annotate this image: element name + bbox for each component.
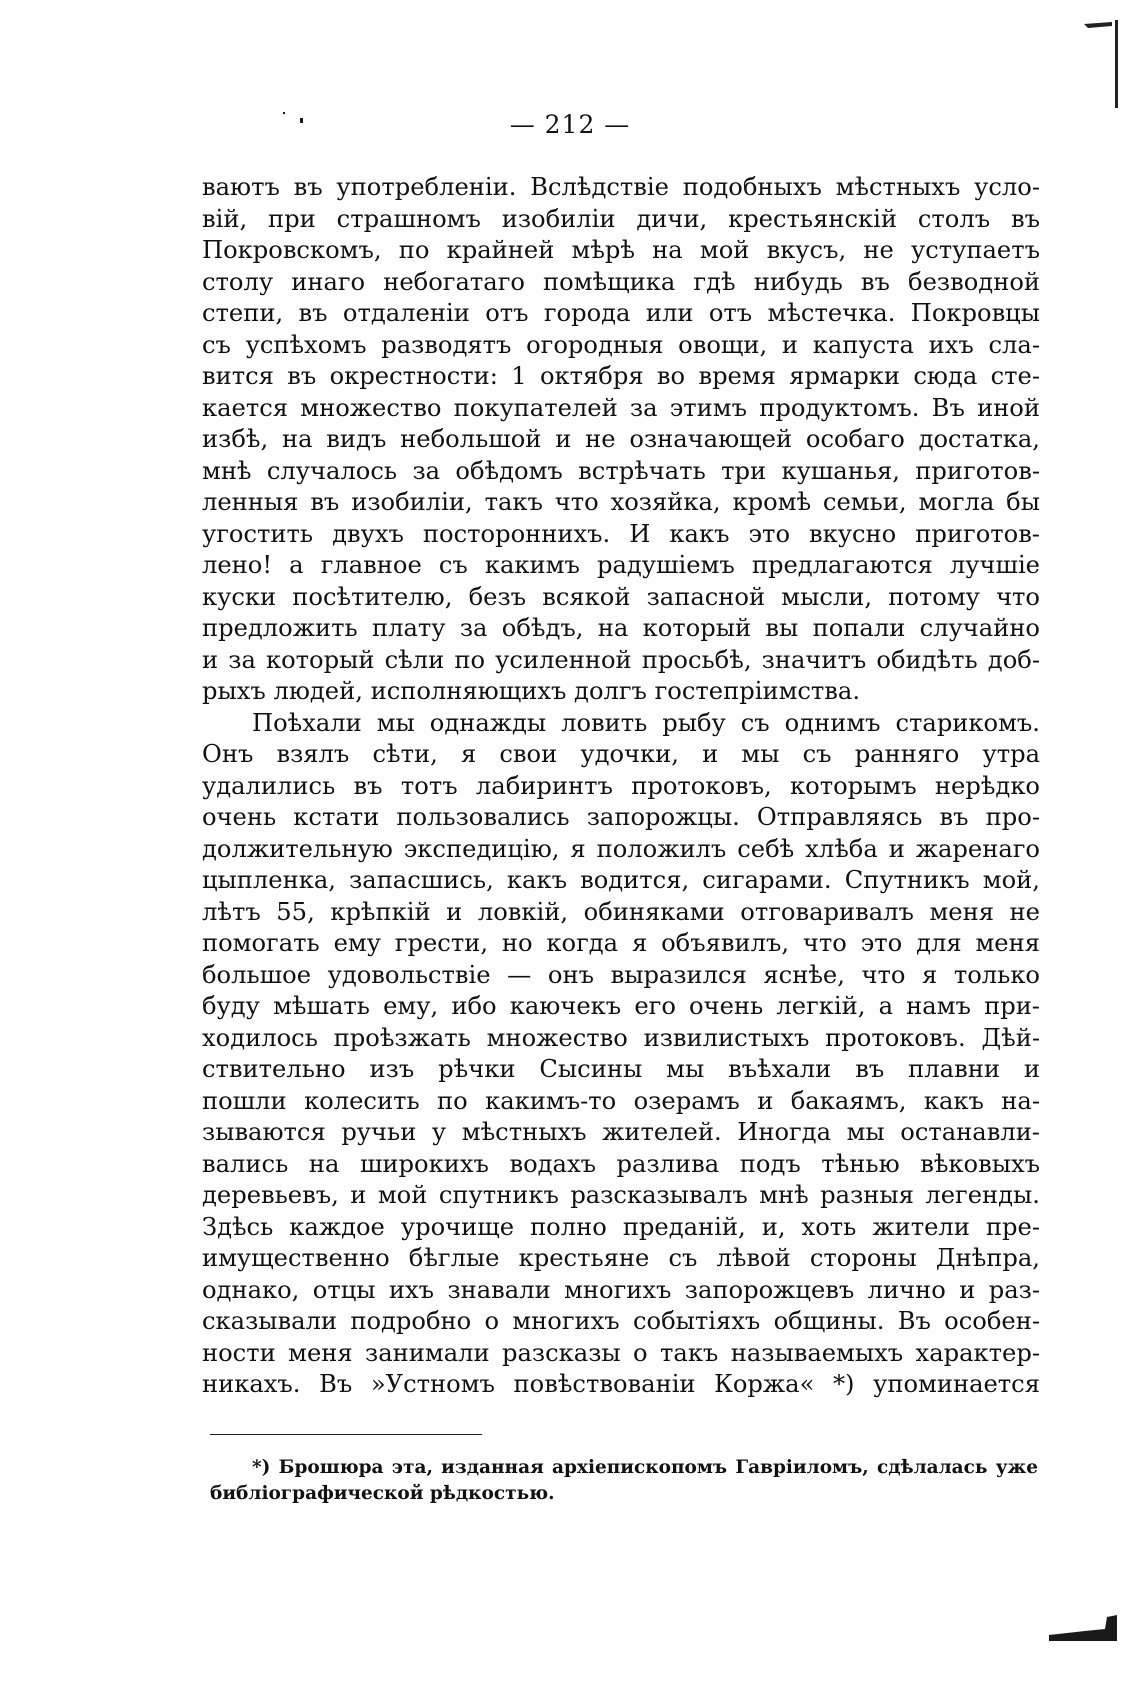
text-line: удалились въ тотъ лабиринтъ протоковъ, которымъ нерѣдко [202, 771, 1040, 800]
scan-speck [300, 118, 303, 123]
footnote [210, 1455, 1038, 1507]
text-line: мнѣ случалось за обѣдомъ встрѣчать три кушанья, приготов- [202, 456, 1040, 485]
scan-speck [283, 112, 285, 114]
text-line: угостить двухъ постороннихъ. И какъ это вкусно приготов- [202, 519, 1040, 548]
text-line: должительную экспедицію, я положилъ себѣ хлѣба и жаренаго [202, 834, 1040, 863]
text-line: куски посѣтителю, безъ всякой запасной мысли, потому что [202, 582, 1040, 611]
text-line: ствительно изъ рѣчки Сысины мы въѣхали въ плавни и [202, 1055, 1040, 1083]
text-line: вій, при страшномъ изобиліи дичи, крестьянскій столъ въ [202, 204, 1040, 233]
text-line: большое удовольствіе — онъ выразился яснѣе, что я только [202, 960, 1040, 989]
text-line: никахъ. Въ »Устномъ повѣствованіи Коржа« *) упоминается [202, 1370, 1040, 1398]
text-line: лѣтъ 55, крѣпкій и ловкій, обиняками отговаривалъ меня не [202, 897, 1040, 926]
text-line: однако, отцы ихъ знавали многихъ запорожцевъ лично и раз- [202, 1275, 1040, 1304]
text-line: предложить плату за обѣдъ, на который вы попали случайно [202, 614, 1040, 642]
text-line: буду мѣшать ему, ибо каючекъ его очень легкій, а намъ при- [202, 992, 1040, 1020]
text-line: деревьевъ, и мой спутникъ разсказывалъ мнѣ разныя легенды. [202, 1181, 1040, 1209]
text-line: вится въ окрестности: 1 октября во время ярмарки сюда сте- [202, 362, 1040, 390]
text-line: очень кстати пользовались запорожцы. Отправляясь въ про- [202, 803, 1040, 831]
page-number: — 212 — [509, 110, 631, 139]
footnote-line: *) Брошюра эта, изданная архіепископомъ Гавріиломъ, сдѣлалась уже [252, 1457, 1038, 1478]
text-line: ваютъ въ употребленіи. Вслѣдствіе подобныхъ мѣстныхъ усло- [202, 173, 1040, 201]
text-line: степи, въ отдаленіи отъ города или отъ мѣстечка. Покровцы [202, 299, 1040, 327]
text-line: столу инаго небогатаго помѣщика гдѣ нибудь въ безводной [202, 267, 1040, 296]
text-line: имущественно бѣглые крестьяне съ лѣвой стороны Днѣпра, [202, 1244, 1040, 1272]
footnote-line: библіографической рѣдкостью. [210, 1483, 555, 1504]
text-line: ходилось проѣзжать множество извилистыхъ протоковъ. Дѣй- [202, 1023, 1040, 1052]
text-line: ленныя въ изобиліи, такъ что хозяйка, кромѣ семьи, могла бы [202, 488, 1040, 516]
text-line: кается множество покупателей за этимъ продуктомъ. Въ иной [202, 393, 1040, 422]
scan-corner-mark [1045, 1605, 1125, 1645]
body-text [202, 172, 1040, 1401]
text-line: пошли колесить по какимъ-то озерамъ и бакаямъ, какъ на- [202, 1086, 1040, 1115]
text-line: съ успѣхомъ разводятъ огородныя овощи, и капуста ихъ сла- [202, 330, 1040, 359]
text-line: избѣ, на видъ небольшой и не означающей особаго достатка, [202, 425, 1040, 453]
text-line: Онъ взялъ сѣти, я свои удочки, и мы съ ранняго утра [202, 740, 1040, 768]
text-line: помогать ему грести, но когда я объявилъ, что это для меня [202, 929, 1040, 957]
text-line: Здѣсь каждое урочище полно преданій, и, хоть жители пре- [202, 1212, 1040, 1241]
text-line: вались на широкихъ водахъ разлива подъ тѣнью вѣковыхъ [202, 1149, 1040, 1178]
scan-edge-mark [1082, 18, 1120, 108]
text-line: Покровскомъ, по крайней мѣрѣ на мой вкусъ, не уступаетъ [202, 236, 1040, 264]
text-line: цыпленка, запасшись, какъ водится, сигарами. Спутникъ мой, [202, 866, 1040, 894]
text-line: лено! а главное съ какимъ радушіемъ предлагаются лучшіе [202, 551, 1040, 579]
paragraph-start-line: Поѣхали мы однажды ловить рыбу съ однимъ старикомъ. [252, 708, 1040, 737]
text-line: ности меня занимали разсказы о такъ называемыхъ характер- [202, 1338, 1040, 1367]
footnote-divider [210, 1434, 482, 1435]
text-line: и за который сѣли по усиленной просьбѣ, значитъ обидѣть доб- [202, 645, 1040, 674]
text-line: зываются ручьи у мѣстныхъ жителей. Иногда мы останавли- [202, 1118, 1040, 1146]
text-line: рыхъ людей, исполняющихъ долгъ гостепріимства. [202, 677, 861, 705]
text-line: сказывали подробно о многихъ событіяхъ общины. Въ особен- [202, 1307, 1040, 1335]
